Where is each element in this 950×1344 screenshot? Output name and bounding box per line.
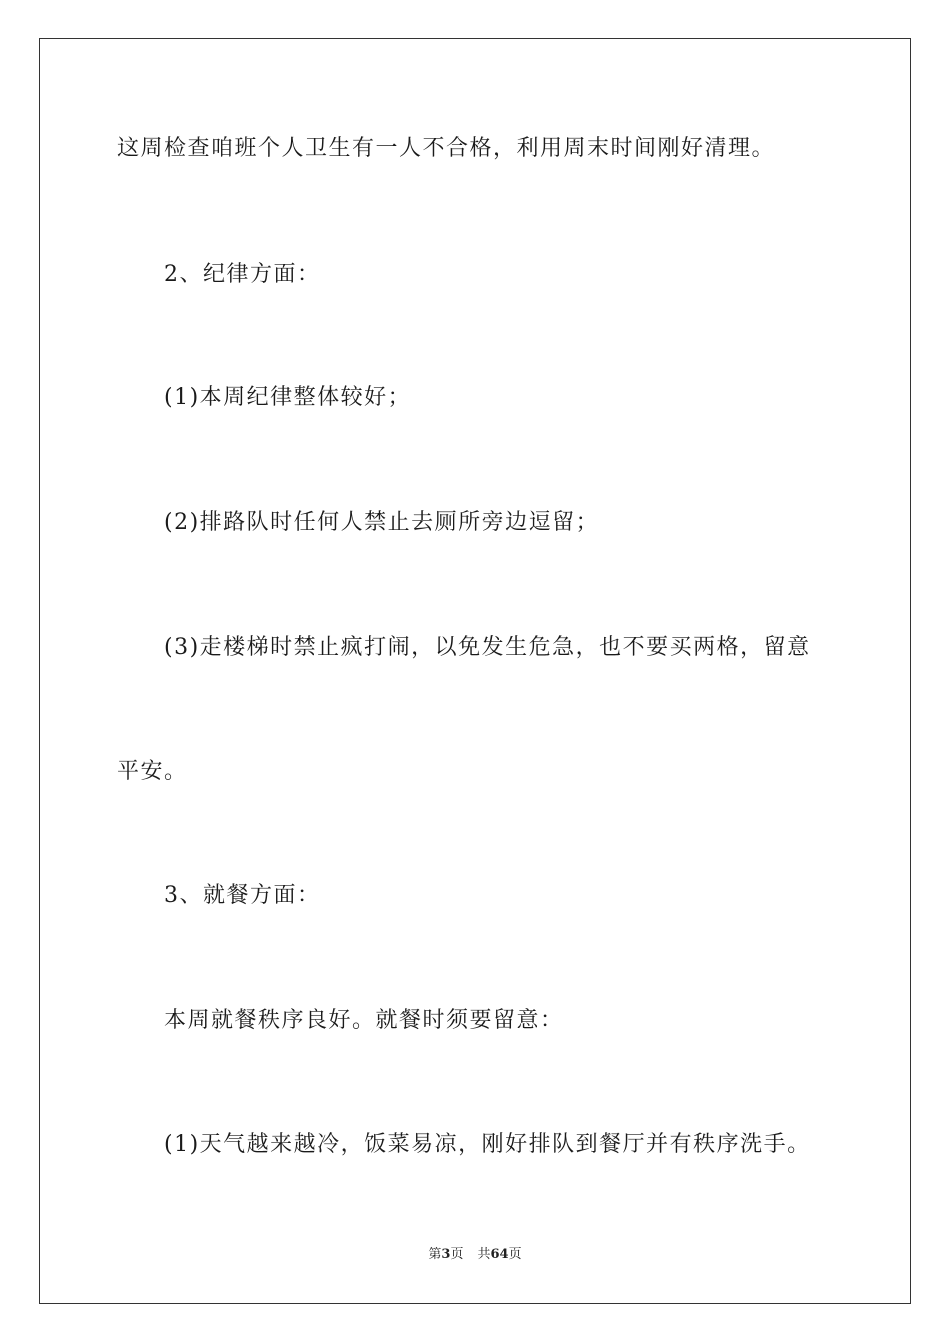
total-suffix: 页 — [508, 1247, 522, 1262]
list-item-discipline-3: (3)走楼梯时禁止疯打闹，以免发生危急，也不要买两格，留意 — [164, 635, 811, 660]
total-prefix: 共 — [477, 1247, 491, 1262]
paragraph-dining-intro: 本周就餐秩序良好。就餐时须要留意： — [164, 1008, 564, 1033]
total-pages: 64 — [490, 1247, 509, 1262]
section-heading-discipline: 2、纪律方面： — [164, 262, 321, 287]
list-item-discipline-3-continued: 平安。 — [117, 759, 188, 784]
section-heading-dining: 3、就餐方面： — [164, 883, 321, 908]
paragraph-line-1: 这周检查咱班个人卫生有一人不合格，利用周末时间刚好清理。 — [117, 136, 776, 161]
page-prefix: 第 — [428, 1247, 442, 1262]
page-number: 3 — [441, 1247, 451, 1262]
list-item-discipline-1: (1)本周纪律整体较好； — [164, 385, 412, 410]
list-item-dining-1: (1)天气越来越冷，饭菜易凉，刚好排队到餐厅并有秩序洗手。 — [164, 1132, 811, 1157]
list-item-discipline-2: (2)排路队时任何人禁止去厕所旁边逗留； — [164, 510, 600, 535]
page-frame — [39, 38, 911, 1304]
page-footer — [0, 1246, 950, 1264]
page-suffix: 页 — [450, 1247, 464, 1262]
